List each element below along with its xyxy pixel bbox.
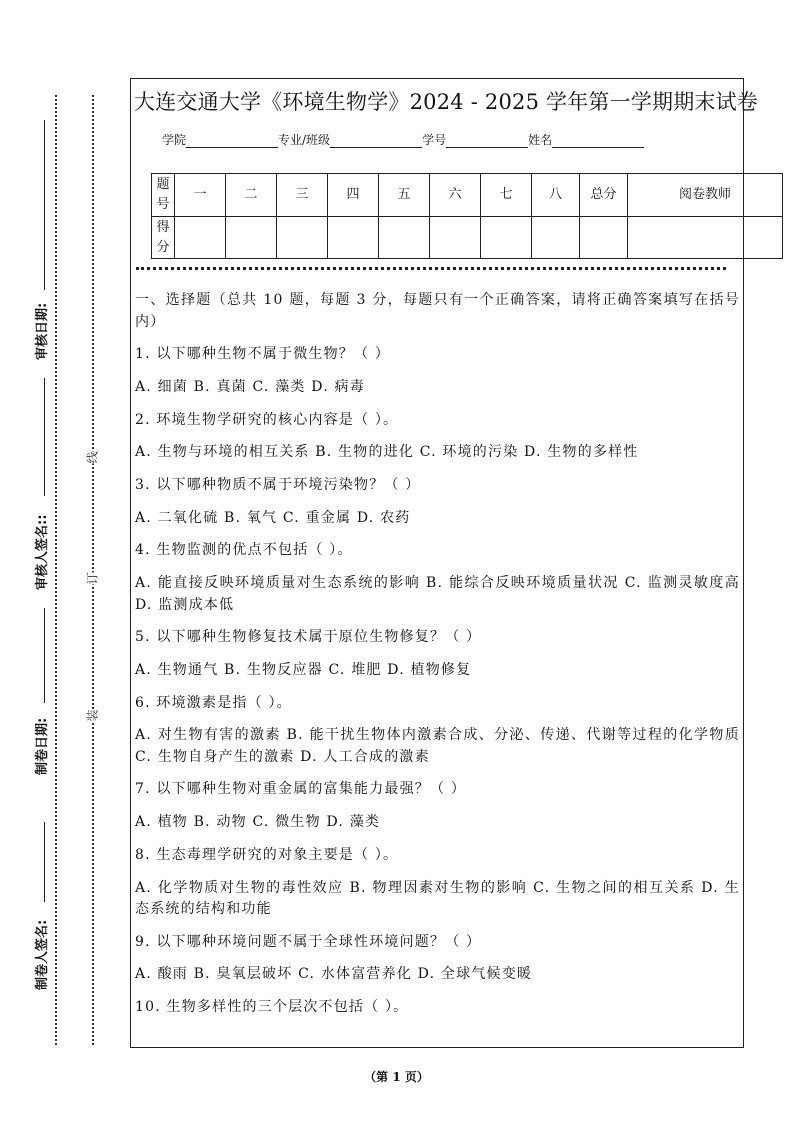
score-cell[interactable] [277, 217, 328, 259]
question-6-options: A. 对生物有害的激素 B. 能干扰生物体内激素合成、分泌、传递、代谢等过程的化学物质 C. 生物自身产生的激素 D. 人工合成的激素 [135, 727, 740, 765]
col-header-2: 二 [226, 174, 277, 217]
review-date-line [44, 120, 45, 290]
binding-char-ding: 订 [85, 572, 100, 585]
question-8: 8. 生态毒理学研究的对象主要是（ ）。 [135, 846, 399, 863]
name-label: 姓名 [528, 133, 553, 147]
college-field[interactable] [186, 134, 278, 148]
maker-signature-label: 制卷人签名: [35, 919, 50, 990]
col-header-1: 一 [175, 174, 226, 217]
question-4: 4. 生物监测的优点不包括（ ）。 [135, 542, 353, 559]
col-header-5: 五 [379, 174, 430, 217]
maker-signature-line [44, 822, 45, 902]
score-cell[interactable] [328, 217, 379, 259]
question-1-options: A. 细菌 B. 真菌 C. 藻类 D. 病毒 [135, 378, 365, 395]
page-number: （第 1 页） [364, 1070, 429, 1084]
col-header-total: 总分 [580, 174, 628, 217]
make-date-label: 制卷日期: [35, 717, 50, 775]
reviewer-signature-label: 审核人签名:: [35, 514, 50, 590]
student-info-row [162, 131, 644, 148]
col-header-7: 七 [481, 174, 532, 217]
reviewer-signature-line [44, 378, 45, 496]
major-class-field[interactable] [330, 134, 422, 148]
score-cell[interactable] [481, 217, 532, 259]
score-cell[interactable] [379, 217, 430, 259]
score-cell[interactable] [226, 217, 277, 259]
major-class-label: 专业/班级 [278, 133, 331, 147]
review-date-label: 审核日期: [35, 302, 50, 360]
question-8-options: A. 化学物质对生物的毒性效应 B. 物理因素对生物的影响 C. 生物之间的相互关系 D. 生态系统的结构和功能 [135, 879, 740, 917]
score-cell-total[interactable] [580, 217, 628, 259]
question-7: 7. 以下哪种生物对重金属的富集能力最强？（ ） [135, 781, 467, 798]
question-3-options: A. 二氧化硫 B. 氧气 C. 重金属 D. 农药 [135, 509, 411, 526]
score-cell[interactable] [532, 217, 580, 259]
question-9-options: A. 酸雨 B. 臭氧层破坏 C. 水体富营养化 D. 全球气候变暖 [135, 966, 533, 983]
seal-dotted-divider [136, 267, 726, 270]
question-number-header: 题号 [152, 174, 175, 217]
binding-dotted-line-outer [55, 95, 57, 1045]
college-label: 学院 [162, 133, 187, 147]
student-id-field[interactable] [446, 134, 528, 148]
make-date-line [44, 608, 45, 703]
section-heading: 一、选择题（总共 10 题，每题 3 分，每题只有一个正确答案，请将正确答案填写在括号内） [135, 292, 740, 330]
section-multiple-choice [135, 290, 740, 1030]
score-cell[interactable] [430, 217, 481, 259]
col-header-grader: 阅卷教师 [628, 174, 783, 217]
col-header-4: 四 [328, 174, 379, 217]
binding-dotted-line-inner [92, 95, 94, 1045]
question-6: 6. 环境激素是指（ ）。 [135, 694, 292, 711]
score-row-header: 得分 [152, 217, 175, 259]
question-2-options: A. 生物与环境的相互关系 B. 生物的进化 C. 环境的污染 D. 生物的多样性 [135, 444, 639, 461]
question-2: 2. 环境生物学研究的核心内容是（ ）。 [135, 411, 399, 428]
exam-title: 大连交通大学《环境生物学》2024 - 2025 学年第一学期期末试卷 [134, 90, 759, 114]
col-header-8: 八 [532, 174, 580, 217]
student-id-label: 学号 [422, 133, 447, 147]
question-4-options: A. 能直接反映环境质量对生态系统的影响 B. 能综合反映环境质量状况 C. 监测灵敏度高 D. 监测成本低 [135, 575, 740, 613]
binding-char-zhuang: 装 [85, 709, 100, 722]
binding-char-xian: 线 [85, 451, 100, 464]
question-5-options: A. 生物通气 B. 生物反应器 C. 堆肥 D. 植物修复 [135, 661, 472, 678]
score-table [151, 173, 783, 259]
question-3: 3. 以下哪种物质不属于环境污染物？（ ） [135, 476, 421, 493]
question-5: 5. 以下哪种生物修复技术属于原位生物修复？（ ） [135, 629, 482, 646]
question-10: 10. 生物多样性的三个层次不包括（ ）。 [135, 999, 409, 1016]
question-7-options: A. 植物 B. 动物 C. 微生物 D. 藻类 [135, 814, 381, 831]
score-cell-grader[interactable] [628, 217, 783, 259]
name-field[interactable] [552, 134, 644, 148]
question-9: 9. 以下哪种环境问题不属于全球性环境问题？（ ） [135, 933, 482, 950]
col-header-3: 三 [277, 174, 328, 217]
col-header-6: 六 [430, 174, 481, 217]
question-1: 1. 以下哪种生物不属于微生物？（ ） [135, 346, 391, 363]
score-cell[interactable] [175, 217, 226, 259]
